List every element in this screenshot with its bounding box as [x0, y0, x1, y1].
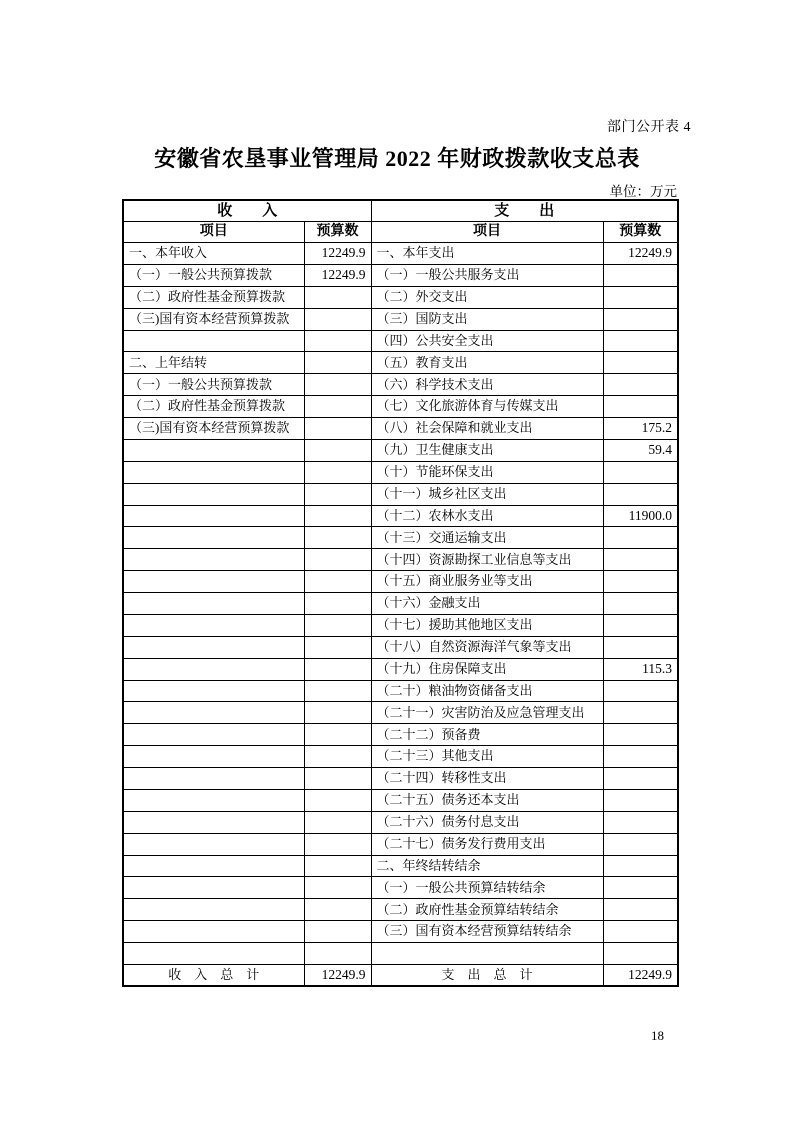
income-value-cell — [304, 330, 371, 352]
expense-value-cell — [603, 330, 678, 352]
expense-value-cell — [603, 833, 678, 855]
expense-value-cell — [603, 746, 678, 768]
expense-value-cell — [603, 527, 678, 549]
income-item-cell — [123, 505, 304, 527]
expense-item-cell: （一）一般公共服务支出 — [371, 264, 603, 286]
table-row — [123, 396, 678, 418]
table-row — [123, 352, 678, 374]
income-value-cell — [304, 352, 371, 374]
income-item-cell — [123, 658, 304, 680]
income-value-cell — [304, 833, 371, 855]
income-item-cell — [123, 899, 304, 921]
expense-value-cell — [603, 877, 678, 899]
income-item-cell: 二、上年结转 — [123, 352, 304, 374]
table-row — [123, 505, 678, 527]
income-total-label: 收 入 总 计 — [123, 965, 304, 987]
expense-item-cell: （一）一般公共预算结转结余 — [371, 877, 603, 899]
expense-item-cell: （二）政府性基金预算结转结余 — [371, 899, 603, 921]
table-row — [123, 724, 678, 746]
expense-item-cell: （八）社会保障和就业支出 — [371, 418, 603, 440]
expense-item-cell: （十八）自然资源海洋气象等支出 — [371, 636, 603, 658]
table-row — [123, 768, 678, 790]
income-item-cell — [123, 702, 304, 724]
expense-value-cell — [603, 724, 678, 746]
expense-item-cell: （七）文化旅游体育与传媒支出 — [371, 396, 603, 418]
income-item-cell — [123, 789, 304, 811]
income-item-cell — [123, 593, 304, 615]
income-item-cell — [123, 746, 304, 768]
expense-item-cell: 一、本年支出 — [371, 243, 603, 265]
table-row — [123, 702, 678, 724]
expense-item-cell — [371, 943, 603, 965]
doc-sheet-label: 部门公开表 4 — [607, 120, 691, 135]
income-value-cell — [304, 789, 371, 811]
income-value-cell — [304, 702, 371, 724]
expense-item-cell: （三）国防支出 — [371, 308, 603, 330]
expense-total-label: 支 出 总 计 — [371, 965, 603, 987]
expense-value-cell — [603, 768, 678, 790]
income-item-cell — [123, 768, 304, 790]
unit-label: 单位：万元 — [609, 184, 677, 199]
expense-value-cell: 115.3 — [603, 658, 678, 680]
income-item-cell — [123, 921, 304, 943]
budget-summary-table — [122, 199, 679, 987]
income-item-cell: （三)国有资本经营预算拨款 — [123, 308, 304, 330]
income-value-cell — [304, 549, 371, 571]
expense-item-cell: （十）节能环保支出 — [371, 461, 603, 483]
expense-item-cell: （二十三）其他支出 — [371, 746, 603, 768]
table-row — [123, 374, 678, 396]
expense-item-cell: （二十二）预备费 — [371, 724, 603, 746]
income-value-cell — [304, 286, 371, 308]
table-row — [123, 330, 678, 352]
table-row — [123, 527, 678, 549]
income-item-cell — [123, 811, 304, 833]
expense-item-col-header: 项目 — [371, 222, 603, 243]
table-row — [123, 286, 678, 308]
income-value-cell — [304, 374, 371, 396]
income-value-cell — [304, 527, 371, 549]
expense-item-cell: （十九）住房保障支出 — [371, 658, 603, 680]
table-row — [123, 746, 678, 768]
expense-value-cell — [603, 943, 678, 965]
table-row — [123, 418, 678, 440]
expense-item-cell: （十六）金融支出 — [371, 593, 603, 615]
income-item-cell — [123, 855, 304, 877]
income-item-cell: （一）一般公共预算拨款 — [123, 374, 304, 396]
income-item-cell — [123, 571, 304, 593]
expense-item-cell: （十四）资源勘探工业信息等支出 — [371, 549, 603, 571]
budget-table-body — [123, 243, 678, 965]
expense-value-cell: 12249.9 — [603, 243, 678, 265]
expense-value-cell — [603, 461, 678, 483]
income-total-value: 12249.9 — [304, 965, 371, 987]
income-item-cell — [123, 833, 304, 855]
income-value-cell — [304, 658, 371, 680]
income-value-cell — [304, 593, 371, 615]
income-value-cell — [304, 811, 371, 833]
income-value-cell — [304, 614, 371, 636]
expense-item-cell: （六）科学技术支出 — [371, 374, 603, 396]
expense-value-cell — [603, 680, 678, 702]
table-row — [123, 636, 678, 658]
table-row — [123, 439, 678, 461]
income-value-cell — [304, 724, 371, 746]
income-item-cell: （二）政府性基金预算拨款 — [123, 396, 304, 418]
expense-item-cell: （二十六）债务付息支出 — [371, 811, 603, 833]
income-item-cell — [123, 877, 304, 899]
expense-item-cell: （十五）商业服务业等支出 — [371, 571, 603, 593]
expense-item-cell: （十七）援助其他地区支出 — [371, 614, 603, 636]
page-number: 18 — [651, 1028, 664, 1043]
table-row — [123, 549, 678, 571]
income-value-cell — [304, 461, 371, 483]
income-value-cell — [304, 308, 371, 330]
table-row — [123, 571, 678, 593]
expense-value-cell: 59.4 — [603, 439, 678, 461]
income-value-cell — [304, 877, 371, 899]
income-item-cell — [123, 636, 304, 658]
expense-value-cell — [603, 614, 678, 636]
table-row — [123, 593, 678, 615]
table-row — [123, 264, 678, 286]
expense-item-cell: （二十四）转移性支出 — [371, 768, 603, 790]
income-section-header: 收 入 — [123, 200, 371, 222]
expense-total-value: 12249.9 — [603, 965, 678, 987]
income-value-cell — [304, 636, 371, 658]
income-item-cell: 一、本年收入 — [123, 243, 304, 265]
income-value-cell — [304, 746, 371, 768]
table-row — [123, 921, 678, 943]
table-row — [123, 308, 678, 330]
expense-item-cell: （二十五）债务还本支出 — [371, 789, 603, 811]
expense-item-cell: （四）公共安全支出 — [371, 330, 603, 352]
expense-item-cell: （十三）交通运输支出 — [371, 527, 603, 549]
income-value-cell: 12249.9 — [304, 243, 371, 265]
expense-value-cell — [603, 571, 678, 593]
income-item-cell — [123, 724, 304, 746]
income-value-cell — [304, 680, 371, 702]
expense-item-cell: （十一）城乡社区支出 — [371, 483, 603, 505]
expense-value-cell — [603, 921, 678, 943]
table-row — [123, 855, 678, 877]
income-value-cell — [304, 921, 371, 943]
expense-value-cell — [603, 811, 678, 833]
income-item-cell: （二）政府性基金预算拨款 — [123, 286, 304, 308]
income-value-cell — [304, 505, 371, 527]
expense-item-cell: 二、年终结转结余 — [371, 855, 603, 877]
expense-item-cell: （五）教育支出 — [371, 352, 603, 374]
expense-item-cell: （二十一）灾害防治及应急管理支出 — [371, 702, 603, 724]
expense-value-cell — [603, 396, 678, 418]
income-item-cell — [123, 549, 304, 571]
expense-value-cell — [603, 636, 678, 658]
expense-value-cell: 175.2 — [603, 418, 678, 440]
income-value-cell — [304, 483, 371, 505]
table-row — [123, 461, 678, 483]
income-value-cell: 12249.9 — [304, 264, 371, 286]
income-value-cell — [304, 768, 371, 790]
income-item-col-header: 项目 — [123, 222, 304, 243]
table-row — [123, 680, 678, 702]
table-row — [123, 483, 678, 505]
page-title: 安徽省农垦事业管理局 2022 年财政拨款收支总表 — [154, 146, 640, 171]
income-value-cell — [304, 855, 371, 877]
expense-value-cell — [603, 702, 678, 724]
income-item-cell — [123, 461, 304, 483]
expense-value-cell — [603, 286, 678, 308]
totals-row — [123, 965, 678, 987]
expense-value-cell — [603, 352, 678, 374]
expense-value-cell — [603, 549, 678, 571]
income-item-cell — [123, 527, 304, 549]
income-item-cell: （一）一般公共预算拨款 — [123, 264, 304, 286]
table-row — [123, 614, 678, 636]
income-value-cell — [304, 418, 371, 440]
expense-item-cell: （三）国有资本经营预算结转结余 — [371, 921, 603, 943]
expense-value-cell — [603, 308, 678, 330]
expense-section-header: 支 出 — [371, 200, 678, 222]
income-item-cell — [123, 680, 304, 702]
expense-item-cell: （九）卫生健康支出 — [371, 439, 603, 461]
expense-item-cell: （二）外交支出 — [371, 286, 603, 308]
expense-item-cell: （二十七）债务发行费用支出 — [371, 833, 603, 855]
income-item-cell — [123, 943, 304, 965]
expense-item-cell: （十二）农林水支出 — [371, 505, 603, 527]
expense-value-cell: 11900.0 — [603, 505, 678, 527]
table-row — [123, 877, 678, 899]
expense-value-cell — [603, 593, 678, 615]
table-row — [123, 899, 678, 921]
expense-value-cell — [603, 264, 678, 286]
table-row — [123, 811, 678, 833]
expense-value-cell — [603, 855, 678, 877]
table-row — [123, 243, 678, 265]
income-item-cell — [123, 439, 304, 461]
income-value-cell — [304, 571, 371, 593]
income-value-cell — [304, 943, 371, 965]
expense-value-cell — [603, 789, 678, 811]
income-item-cell — [123, 614, 304, 636]
table-row — [123, 943, 678, 965]
expense-item-cell: （二十）粮油物资储备支出 — [371, 680, 603, 702]
income-value-cell — [304, 899, 371, 921]
expense-value-cell — [603, 899, 678, 921]
table-row — [123, 658, 678, 680]
income-value-cell — [304, 439, 371, 461]
section-header-row — [123, 200, 678, 222]
income-item-cell — [123, 483, 304, 505]
expense-value-cell — [603, 483, 678, 505]
income-value-cell — [304, 396, 371, 418]
expense-budget-col-header: 预算数 — [603, 222, 678, 243]
income-item-cell: （三)国有资本经营预算拨款 — [123, 418, 304, 440]
income-budget-col-header: 预算数 — [304, 222, 371, 243]
expense-value-cell — [603, 374, 678, 396]
column-header-row — [123, 222, 678, 243]
income-item-cell — [123, 330, 304, 352]
table-row — [123, 833, 678, 855]
table-row — [123, 789, 678, 811]
